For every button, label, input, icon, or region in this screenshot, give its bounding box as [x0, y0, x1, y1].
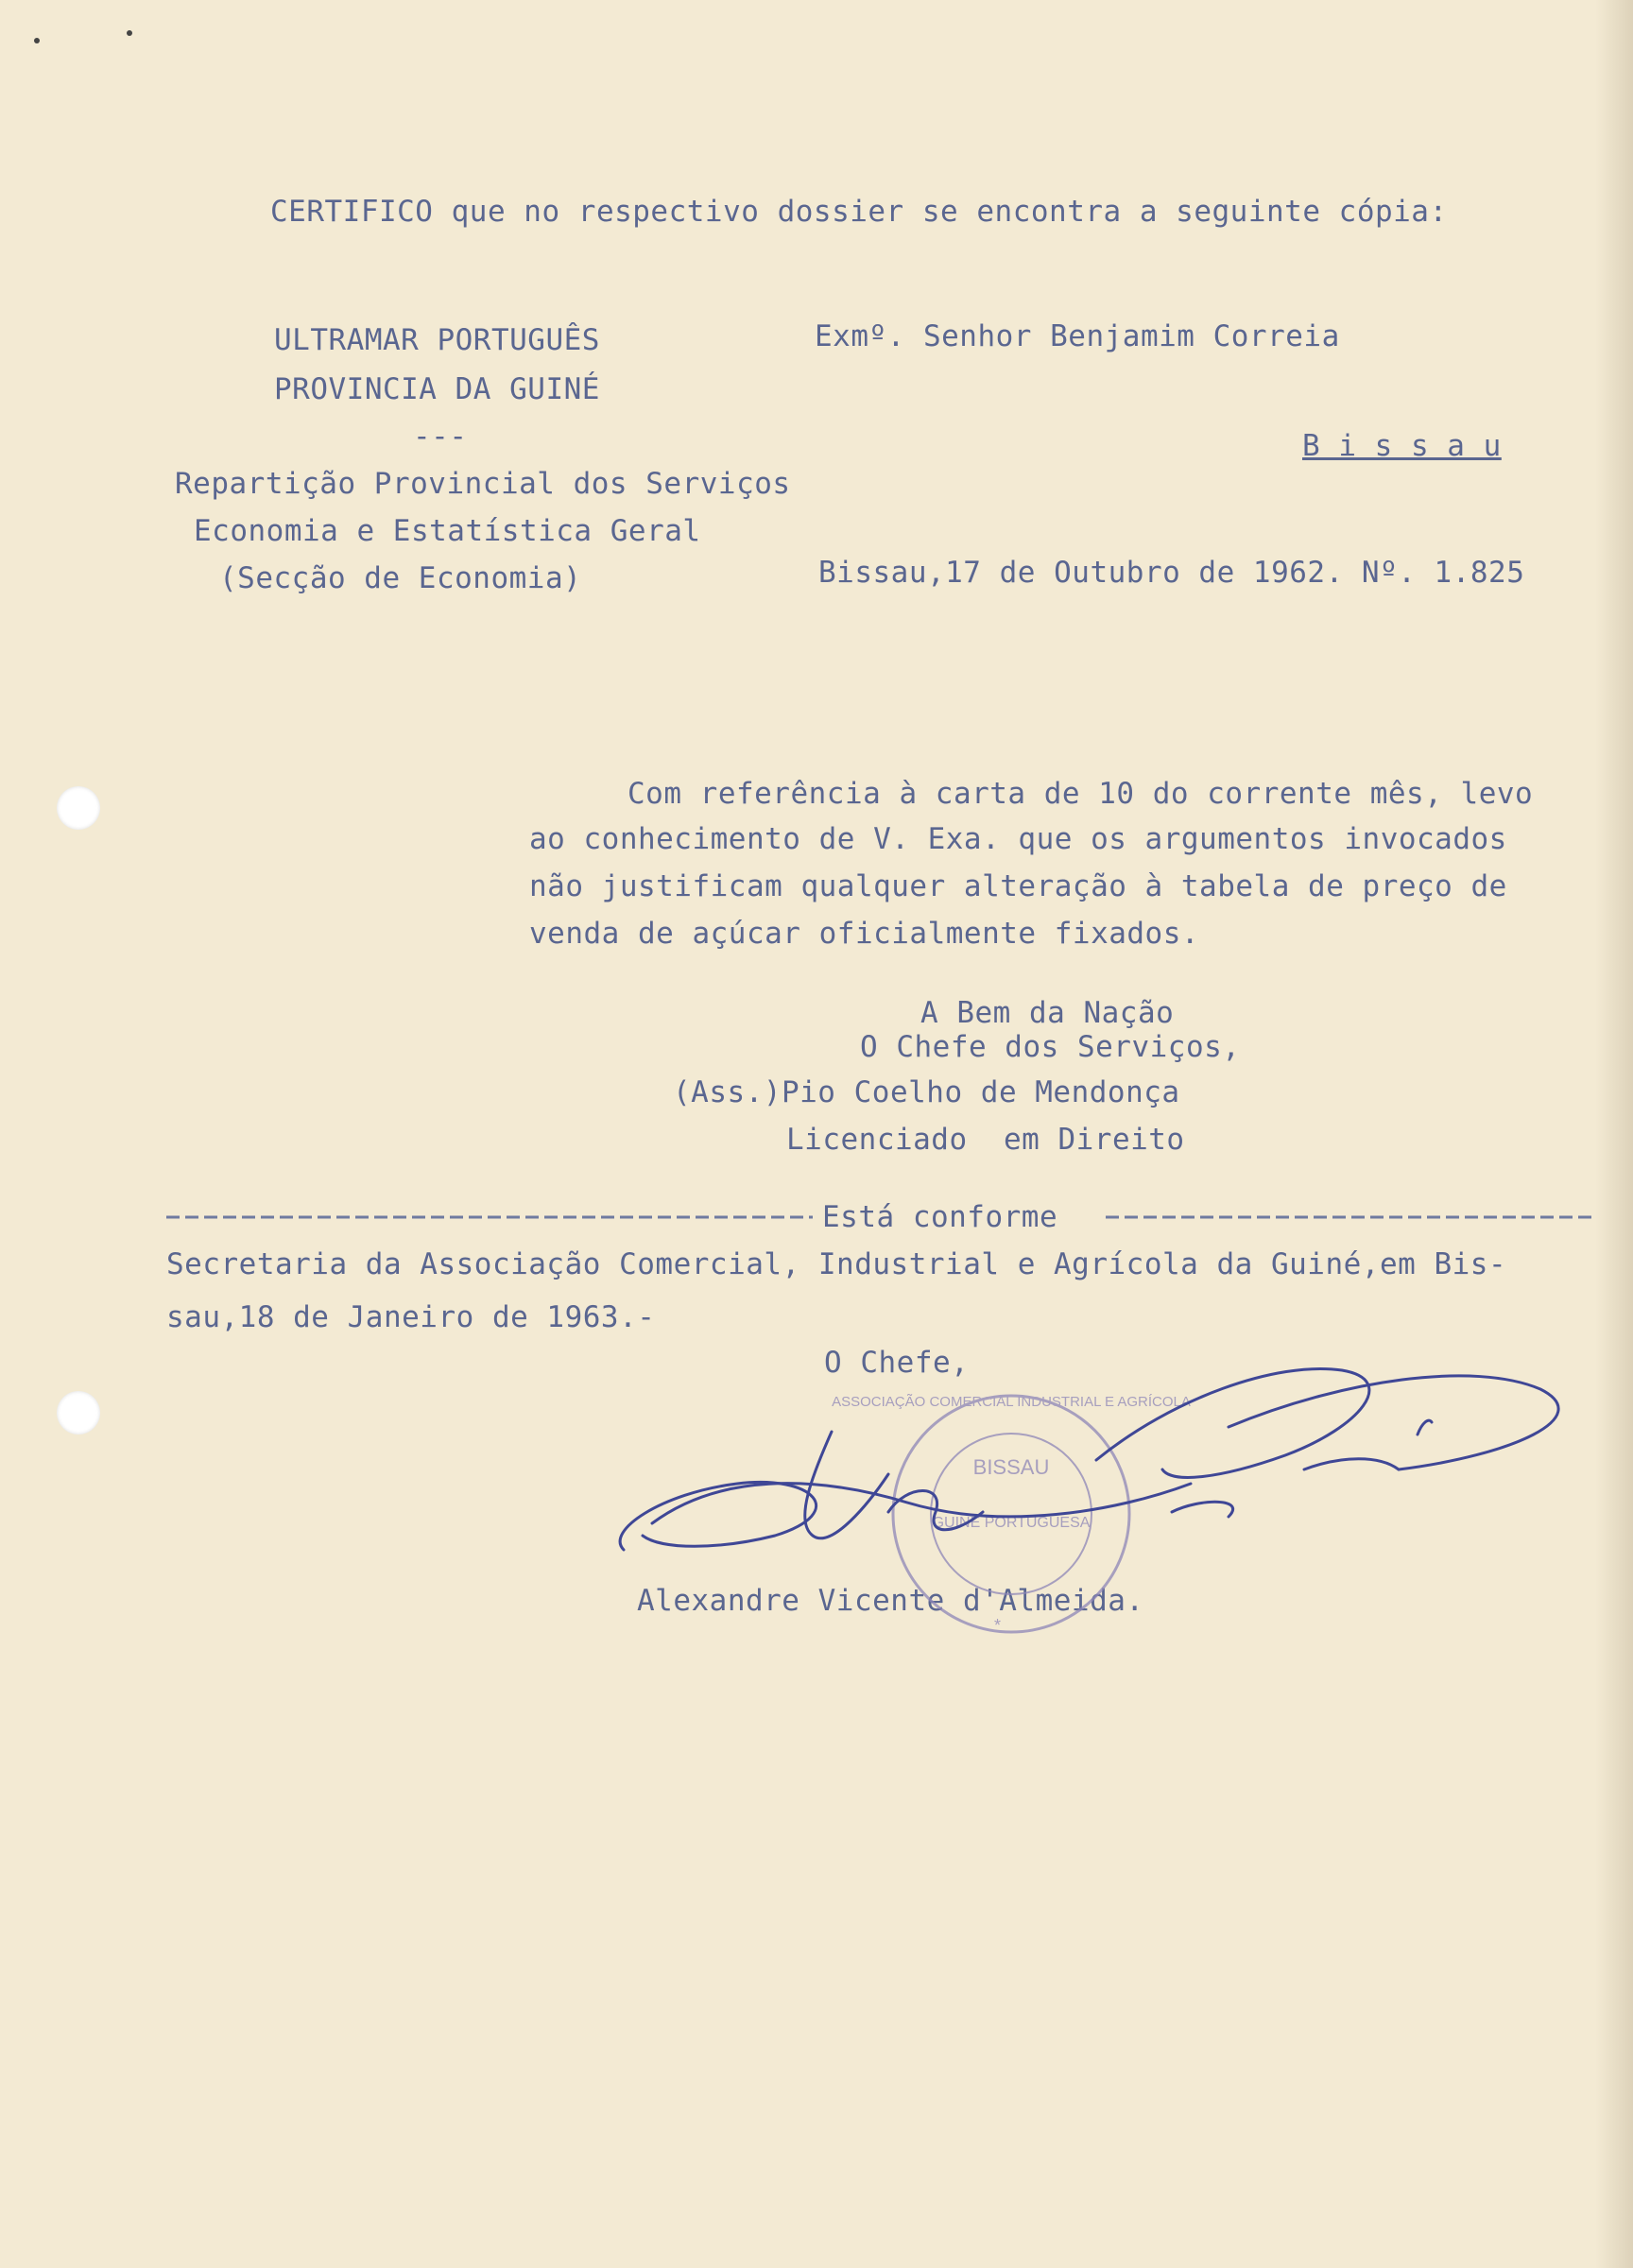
closing-degree: Licenciado em Direito	[786, 1123, 1185, 1157]
body-line-4: venda de açúcar oficialmente fixados.	[529, 917, 1200, 951]
signatory-title: O Chefe,	[824, 1346, 970, 1380]
department-line-1: Repartição Provincial dos Serviços	[175, 467, 791, 501]
svg-text:*: *	[994, 1616, 1002, 1635]
recipient-city: B i s s a u	[1302, 429, 1502, 463]
date-reference: Bissau,17 de Outubro de 1962. Nº. 1.825	[818, 556, 1525, 590]
closing-title: O Chefe dos Serviços,	[860, 1030, 1241, 1064]
body-line-3: não justificam qualquer alteração à tabela de preço de	[529, 869, 1507, 903]
stamp-sub-text: GUINÉ PORTUGUESA	[932, 1515, 1091, 1531]
stamp-ring-text: ASSOCIAÇÃO COMERCIAL INDUSTRIAL E AGRÍCOLA	[832, 1394, 1191, 1410]
stamp-center-text: BISSAU	[972, 1455, 1050, 1479]
signatory-name: Alexandre Vicente d'Almeida.	[637, 1584, 1144, 1618]
sender-line-1: ULTRAMAR PORTUGUÊS	[274, 323, 600, 357]
certification-line: CERTIFICO que no respectivo dossier se encontra a seguinte cópia:	[270, 195, 1448, 229]
body-line-2: ao conhecimento de V. Exa. que os argumentos invocados	[529, 822, 1507, 856]
department-line-3: (Secção de Economia)	[219, 561, 582, 595]
conformity-line-2: sau,18 de Janeiro de 1963.-	[166, 1300, 656, 1334]
recipient-name: Exmº. Senhor Benjamim Correia	[815, 319, 1340, 353]
conformity-line-1: Secretaria da Associação Comercial, Industrial e Agrícola da Guiné,em Bis-	[166, 1247, 1507, 1281]
sender-line-2: PROVINCIA DA GUINÉ	[274, 372, 600, 406]
closing-signed: (Ass.)Pio Coelho de Mendonça	[673, 1075, 1180, 1109]
closing-salutation: A Bem da Nação	[920, 996, 1175, 1030]
conformity-label: Está conforme	[822, 1200, 1058, 1234]
body-line-1: Com referência à carta de 10 do corrente mês, levo	[627, 777, 1534, 811]
department-line-2: Economia e Estatística Geral	[194, 514, 701, 548]
sender-separator: ---	[413, 420, 468, 454]
